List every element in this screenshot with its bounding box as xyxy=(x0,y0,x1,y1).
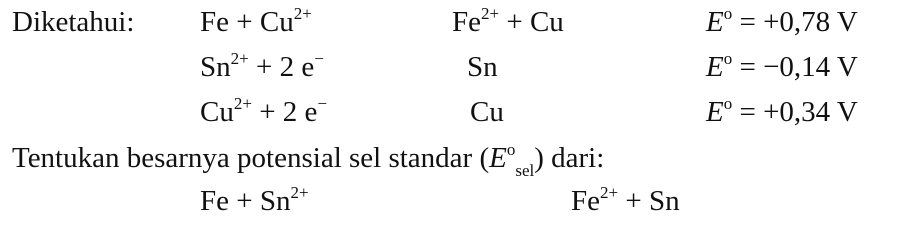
species-fe-ion: Fe xyxy=(452,6,481,38)
plus-cu-ion: + Cu xyxy=(229,6,294,38)
question-text xyxy=(12,140,605,180)
charge: 2+ xyxy=(290,183,309,202)
sel-subscript: sel xyxy=(515,161,535,180)
reaction-3-products xyxy=(470,98,504,127)
species-sn: Sn xyxy=(467,51,498,83)
reaction-3-reactants xyxy=(200,94,328,128)
charge: 2+ xyxy=(600,183,619,202)
potential-value: = −0,14 V xyxy=(732,51,858,83)
electron-charge: − xyxy=(314,49,324,68)
target-products xyxy=(571,183,680,217)
fe-plus-sn-ion: Fe + Sn xyxy=(200,185,291,217)
plus-cu: + Cu xyxy=(499,6,564,38)
species-fe-ion: Fe xyxy=(571,185,600,217)
species-sn-ion: Sn xyxy=(200,51,231,83)
standard-degree: o xyxy=(723,49,733,68)
electron-charge: − xyxy=(317,94,328,113)
potential-value: = +0,78 V xyxy=(732,6,858,38)
charge: 2+ xyxy=(481,4,500,23)
question-after: ) dari: xyxy=(534,142,605,174)
reaction-1-reactants xyxy=(200,4,312,38)
standard-degree: o xyxy=(723,94,733,113)
species-fe: Fe xyxy=(200,6,229,38)
reaction-1-potential xyxy=(706,4,858,38)
standard-degree: o xyxy=(506,140,516,159)
known-label: Diketahui: xyxy=(12,6,135,38)
standard-degree: o xyxy=(723,4,733,23)
potential-symbol: E xyxy=(706,51,724,83)
charge: 2+ xyxy=(293,4,312,23)
species-cu-ion: Cu xyxy=(200,96,234,128)
charge: 2+ xyxy=(230,49,249,68)
reaction-2-products xyxy=(467,53,498,82)
charge: 2+ xyxy=(233,94,252,113)
potential-value: = +0,34 V xyxy=(732,96,858,128)
plus-sn: + Sn xyxy=(618,185,680,217)
reaction-2-potential xyxy=(706,49,858,83)
plus-electrons: + 2 e xyxy=(248,51,315,83)
reaction-3-potential xyxy=(706,94,858,128)
plus-electrons: + 2 e xyxy=(251,96,318,128)
species-cu: Cu xyxy=(470,96,504,128)
potential-symbol: E xyxy=(706,96,724,128)
reaction-2-reactants xyxy=(200,49,324,83)
question-before: Tentukan besarnya potensial sel standar ( xyxy=(12,142,490,174)
cell-potential-symbol: E xyxy=(489,142,507,174)
target-reactants xyxy=(200,183,309,217)
reaction-1-products xyxy=(452,4,564,38)
potential-symbol: E xyxy=(706,6,724,38)
